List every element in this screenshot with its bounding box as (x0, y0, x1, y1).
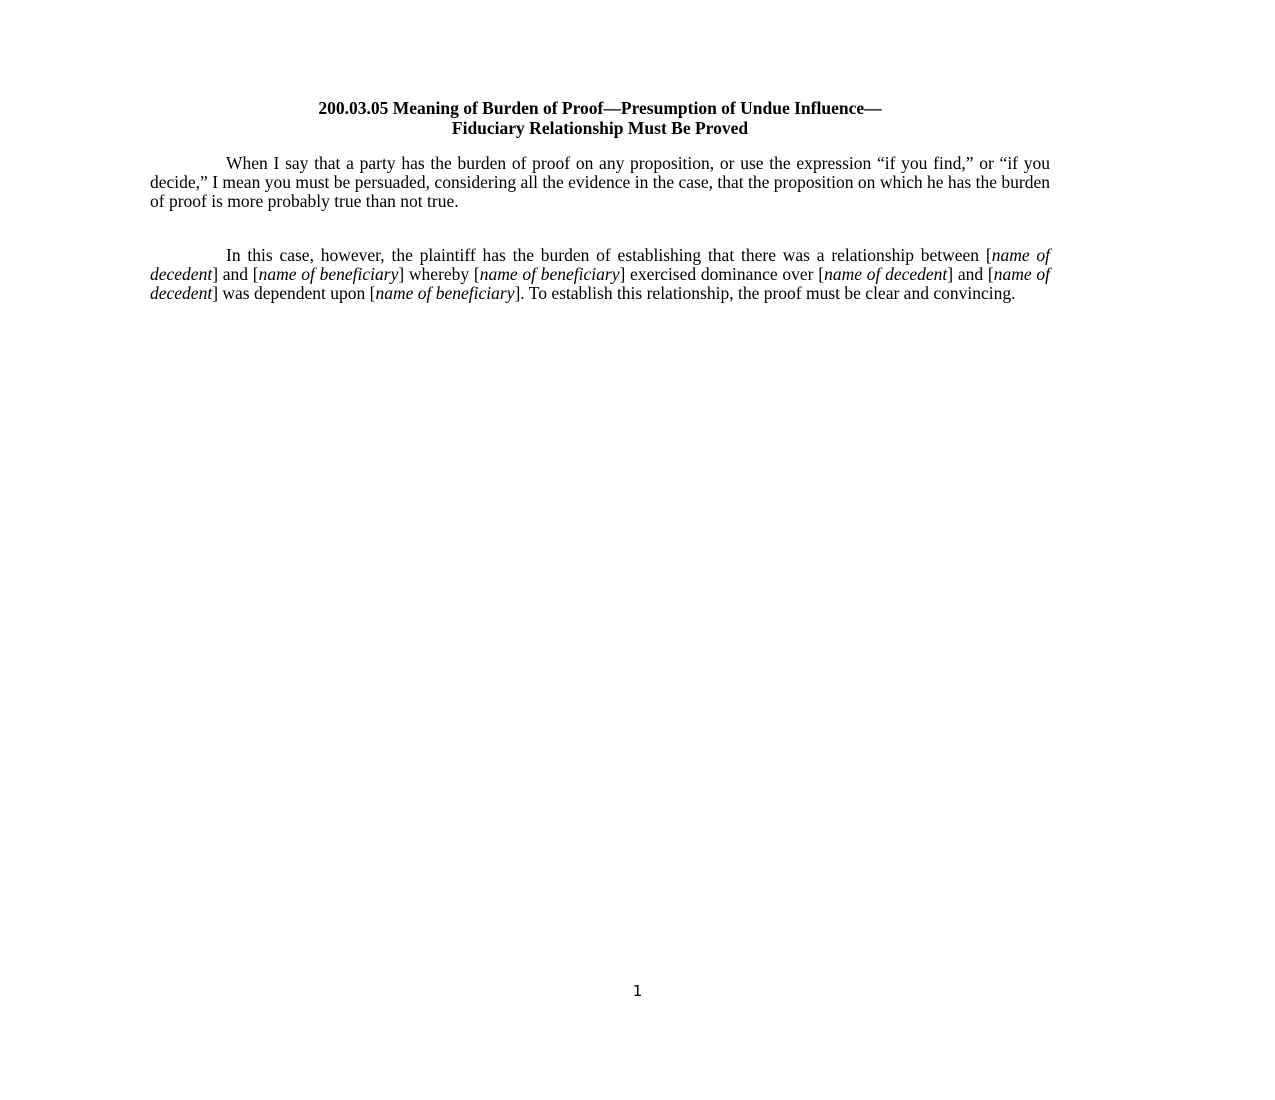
title-line-1: 200.03.05 Meaning of Burden of Proof—Presumption of Undue Influence— (318, 98, 882, 118)
paragraph-fiduciary-relationship (150, 246, 1050, 303)
placeholder-decedent: name of decedent (150, 264, 1050, 303)
title-line-2: Fiduciary Relationship Must Be Proved (451, 117, 749, 138)
page-title (150, 99, 1050, 138)
paragraph-text: ] and [ (947, 264, 994, 284)
placeholder-beneficiary: name of beneficiary (258, 264, 399, 284)
paragraph-text: ] whereby [ (398, 264, 480, 284)
placeholder-beneficiary: name of beneficiary (479, 264, 620, 284)
paragraph-text: ] and [ (212, 264, 259, 284)
paragraph-text: ]. To establish this relationship, the proof must be clear and convincing. (514, 283, 1016, 303)
paragraph-burden-of-proof: When I say that a party has the burden of proof on any proposition, or use the expression “if you find,” or “if you decide,” I mean you must be persuaded, considering all the evidence in the case, that the proposition on which he has the burden of proof is more probably true than not true. (150, 153, 1050, 211)
placeholder-decedent: name of decedent (150, 245, 1051, 284)
placeholder-beneficiary: name of beneficiary (375, 283, 515, 303)
paragraph-text: ] was dependent upon [ (212, 283, 376, 303)
page-number: 1 (632, 982, 643, 1000)
paragraph-text: In this case, however, the plaintiff has the burden of establishing that there was a relationship between [ (226, 245, 992, 265)
paragraph-text: ] exercised dominance over [ (619, 264, 825, 284)
placeholder-decedent: name of decedent (824, 264, 948, 284)
